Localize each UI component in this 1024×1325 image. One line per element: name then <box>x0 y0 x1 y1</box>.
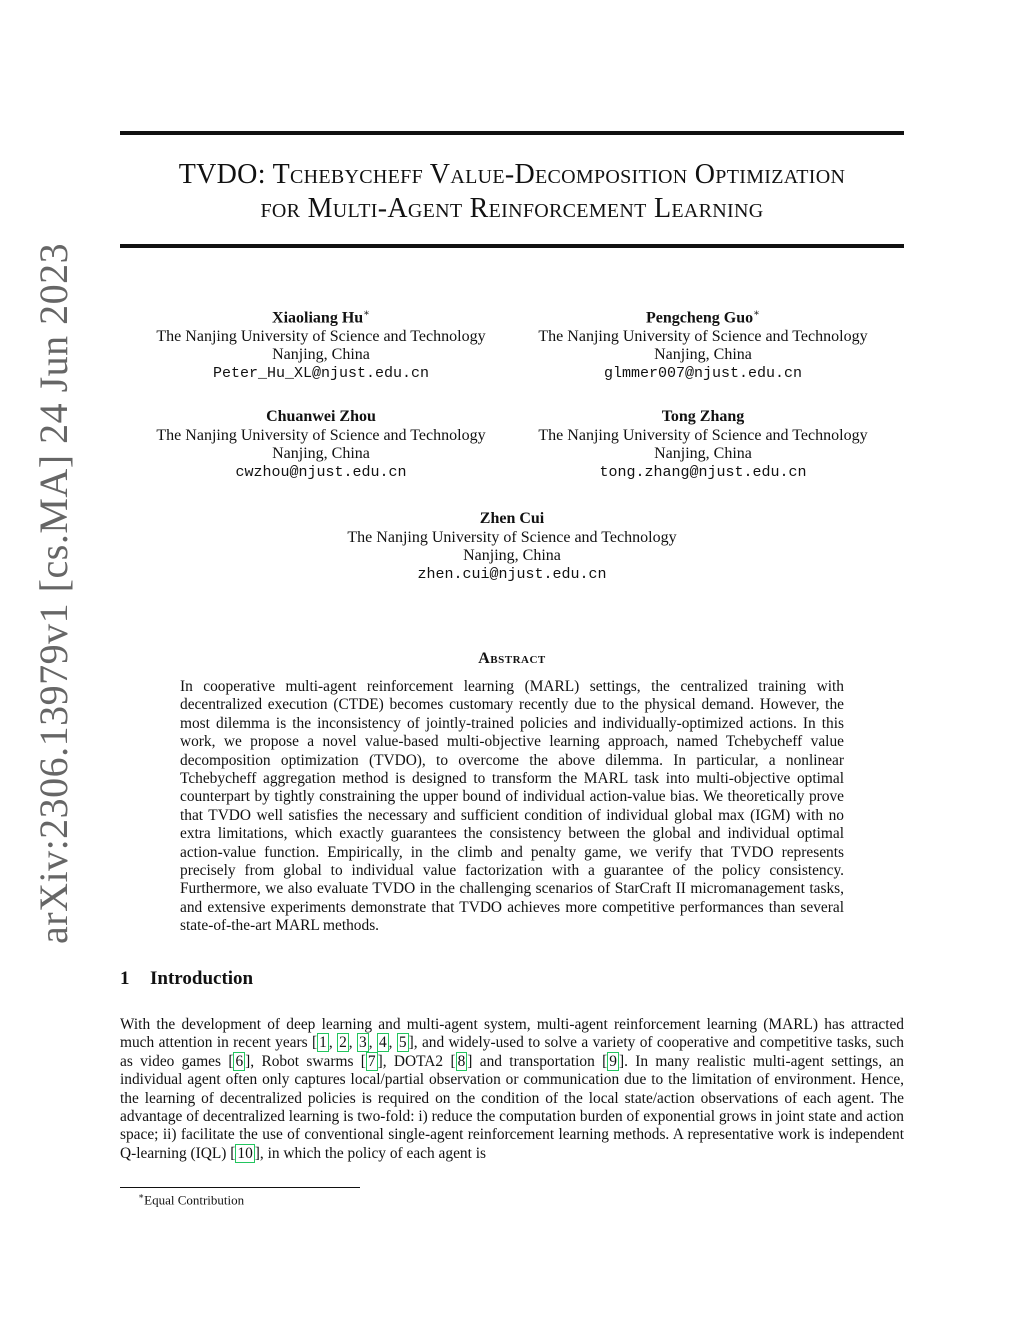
citation-link[interactable]: 8 <box>457 1052 466 1070</box>
author-affiliation: The Nanjing University of Science and Technology <box>156 327 486 345</box>
section-title: Introduction <box>150 968 254 989</box>
paper-title <box>120 158 904 226</box>
author-block <box>121 408 521 482</box>
section-heading <box>120 968 253 990</box>
intro-text: , <box>368 1034 377 1052</box>
author-name: Xiaoliang Hu <box>272 309 364 327</box>
author-location: Nanjing, China <box>654 346 752 364</box>
author-name: Chuanwei Zhou <box>266 408 376 425</box>
citation-link[interactable]: 7 <box>367 1052 376 1070</box>
citation-link[interactable]: 10 <box>237 1144 253 1162</box>
intro-text: ], and widely-used to solve a variety of cooperative and competitive tasks, such as video games [ <box>120 1034 904 1070</box>
author-affiliation: The Nanjing University of Science and Technology <box>347 528 677 546</box>
intro-text: ], DOTA2 [ <box>377 1052 456 1070</box>
author-affiliation: The Nanjing University of Science and Technology <box>538 327 868 345</box>
citation-link[interactable]: 3 <box>359 1034 367 1052</box>
section-number: 1 <box>120 968 130 989</box>
author-name: Tong Zhang <box>661 408 745 425</box>
author-block <box>503 305 903 383</box>
author-block <box>503 408 903 482</box>
author-location: Nanjing, China <box>654 445 752 462</box>
citation-link[interactable]: 4 <box>378 1034 387 1052</box>
title-line-2: for Multi-Agent Reinforcement Learning <box>260 193 764 224</box>
footnote-mark: ∗ <box>138 1191 145 1201</box>
author-name: Pengcheng Guo <box>646 309 754 327</box>
citation-link[interactable]: 2 <box>339 1034 347 1052</box>
title-line-1: TVDO: Tchebycheff Value-Decomposition Optimization <box>178 159 846 190</box>
author-email: tong.zhang@njust.edu.cn <box>599 463 807 481</box>
title-bottom-rule <box>120 244 904 248</box>
author-affiliation: The Nanjing University of Science and Technology <box>538 426 868 444</box>
intro-text: ] and transportation [ <box>467 1052 608 1070</box>
intro-text: With the development of deep learning and multi-agent system, multi-agent reinforcement learning (MARL) has attracted much attention in recent years [ <box>120 1016 904 1052</box>
abstract-body <box>180 678 844 936</box>
author-email: glmmer007@njust.edu.cn <box>603 364 803 382</box>
intro-text: , <box>328 1034 338 1052</box>
footnote <box>138 1191 244 1208</box>
equal-contribution-mark: ∗ <box>753 308 760 319</box>
intro-text: ], Robot swarms [ <box>245 1052 366 1070</box>
intro-text: ], in which the policy of each agent is <box>254 1144 486 1162</box>
author-location: Nanjing, China <box>272 346 370 364</box>
citation-link[interactable]: 6 <box>235 1052 244 1070</box>
author-block <box>312 510 712 584</box>
title-top-rule <box>120 131 904 135</box>
abstract-heading: Abstract <box>478 650 546 667</box>
author-block <box>121 305 521 383</box>
intro-paragraph <box>120 1016 904 1163</box>
abstract-text: In cooperative multi-agent reinforcement learning (MARL) settings, the centralized training with decentralized execution (CTDE) becomes customary recently due to the physical demand. However, the most dilemma is the inconsistency of jointly-trained policies and individually-optimized actions. In this work, we propose a novel value-based multi-objective learning approach, named Tchebycheff value decomposition optimization (TVDO), to overcome the above dilemma. In particular, a nonlinear Tchebycheff aggregation method is designed to transform the MARL task into multi-objective optimal counterpart by tightly constraining the upper bound of individual action-value bias. We theoretically prove that TVDO well satisfies the necessary and sufficient condition of individual global max (IGM) with no extra limitations, which exactly guarantees the consistency between the global and individual optimal action-value function. Empirically, in the climb and penalty game, we verify that TVDO represents precisely from global to individual value factorization with a guarantee of the policy consistency. Furthermore, we also evaluate TVDO in the challenging scenarios of StarCraft II micromanagement tasks, and extensive experiments demonstrate that TVDO achieves more competitive performances than several state-of-the-art MARL methods. <box>180 678 844 935</box>
author-email: Peter_Hu_XL@njust.edu.cn <box>212 364 430 382</box>
citation-link[interactable]: 5 <box>398 1034 407 1052</box>
author-location: Nanjing, China <box>463 547 561 564</box>
arxiv-identifier: arXiv:2306.13979v1 [cs.MA] 24 Jun 2023 <box>31 242 76 944</box>
author-email: cwzhou@njust.edu.cn <box>235 463 407 481</box>
footnote-text: Equal Contribution <box>144 1192 245 1208</box>
author-name: Zhen Cui <box>479 510 545 527</box>
equal-contribution-mark: ∗ <box>363 308 370 319</box>
author-email: zhen.cui@njust.edu.cn <box>417 565 607 583</box>
footnote-rule <box>120 1187 360 1188</box>
intro-text: , <box>388 1034 397 1052</box>
intro-text: ]. In many realistic multi-agent settings, an individual agent often only captures local/partial observation or communication due to the limitation of environment. Hence, the learning of decentralized policies is required on the condition of the local state/action observations of each agent. The advantage of decentralized learning is two-fold: i) reduce the computation burden of exponential grows in joint state and action space; ii) facilitate the use of conventional single-agent reinforcement learning methods. A representative work is independent Q-learning (IQL) [ <box>120 1052 904 1162</box>
citation-link[interactable]: 1 <box>319 1034 327 1052</box>
author-location: Nanjing, China <box>272 445 370 462</box>
author-affiliation: The Nanjing University of Science and Technology <box>156 426 486 444</box>
intro-text: , <box>348 1034 358 1052</box>
citation-link[interactable]: 9 <box>609 1052 617 1070</box>
